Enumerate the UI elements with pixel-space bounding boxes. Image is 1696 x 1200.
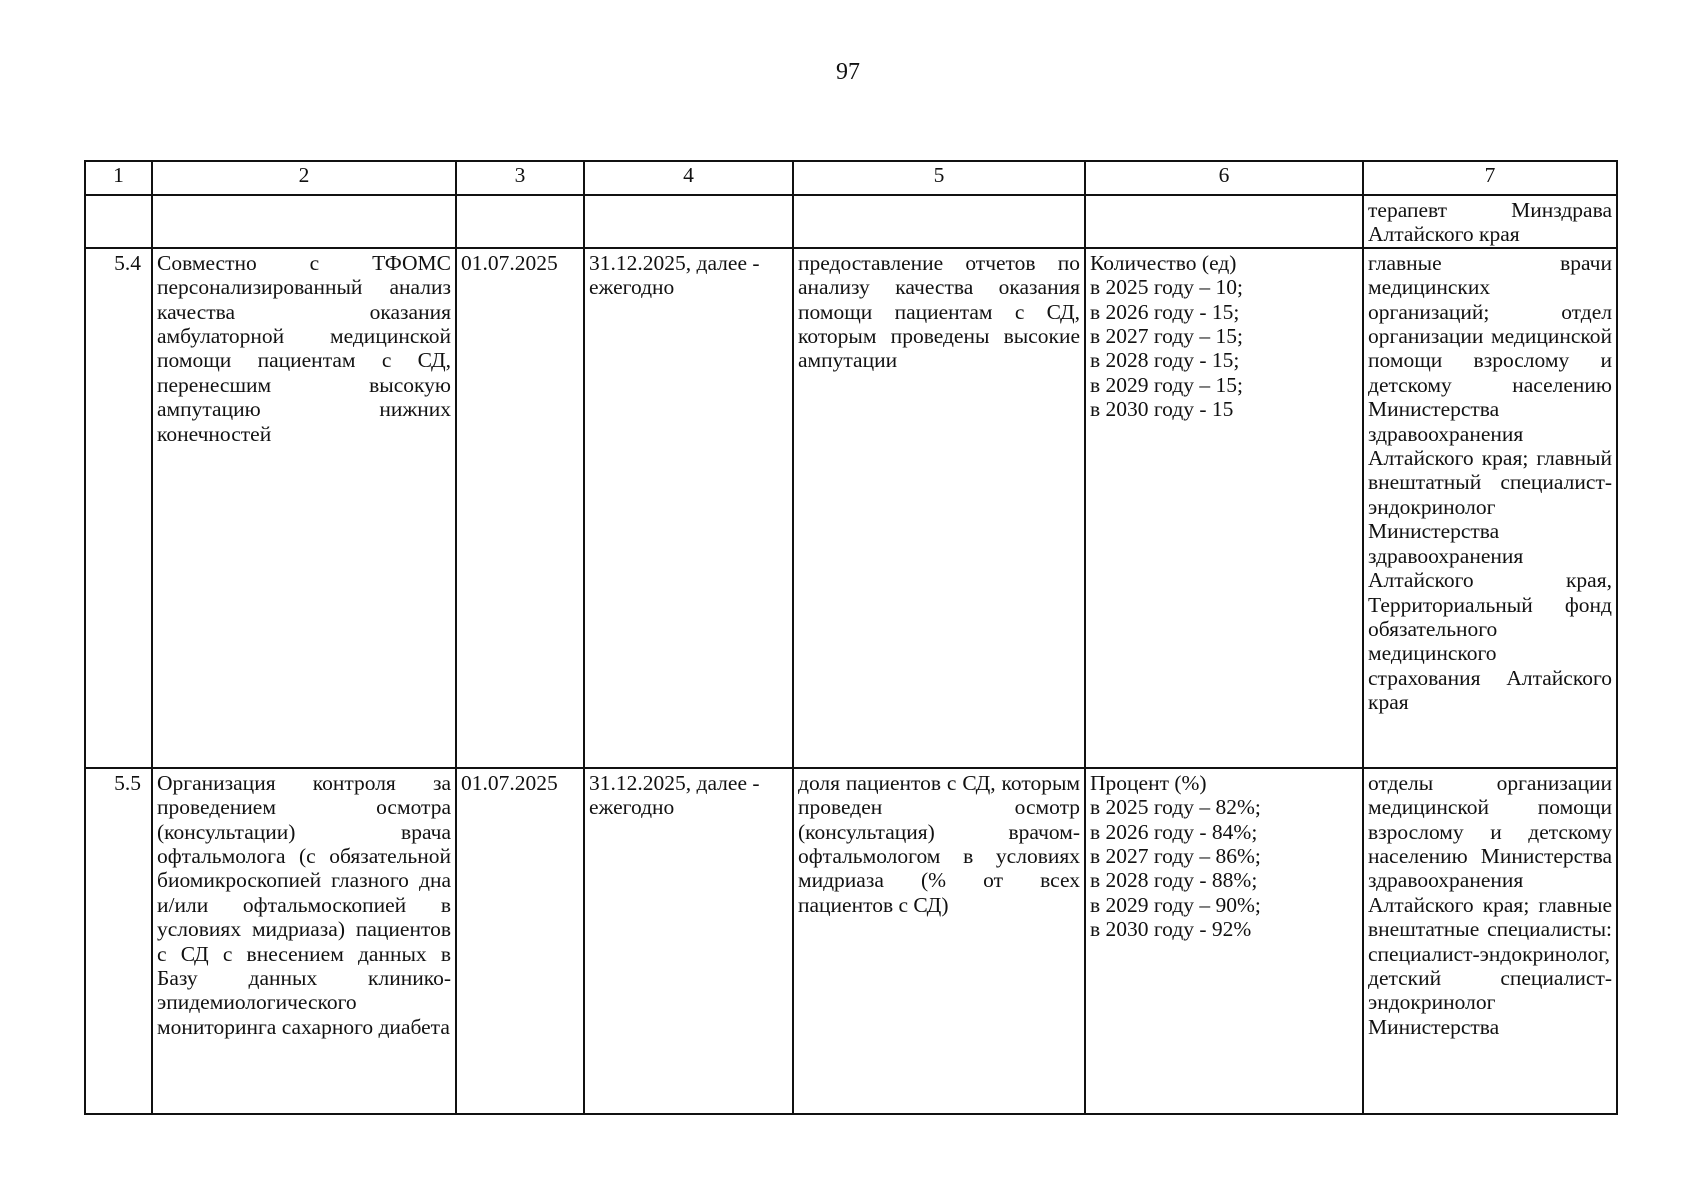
responsible-cell: отделы организации медицинской помощи взрослому и детскому населению Министерства здравоохранения Алтайского края; главные внештатные специалисты: специалист-эндокринолог, детский специалист-эндокринолог Министерства <box>1363 768 1617 1114</box>
row-number: 5.4 <box>85 248 152 768</box>
continuation-row <box>85 195 1617 248</box>
column-header: 6 <box>1085 161 1363 195</box>
row-number: 5.5 <box>85 768 152 1114</box>
value-line: в 2027 году – 15; <box>1090 324 1243 349</box>
values-cell <box>1085 248 1363 768</box>
value-line: в 2025 году – 10; <box>1090 275 1243 300</box>
column-header: 7 <box>1363 161 1617 195</box>
value-line: в 2028 году - 15; <box>1090 348 1240 373</box>
end-date-cell: 31.12.2025, далее - ежегодно <box>584 248 793 768</box>
value-line: в 2028 году - 88%; <box>1090 868 1258 893</box>
value-line: в 2030 году - 92% <box>1090 917 1252 942</box>
start-date-cell: 01.07.2025 <box>456 248 584 768</box>
column-header: 1 <box>85 161 152 195</box>
responsible-cell: главные врачи медицинских организаций; отдел организации медицинской помощи взрослому и детскому населению Министерства здравоохранения Алтайского края; главный внештатный специалист-эндокринолог Министерства здравоохранения Алтайского края, Территориальный фонд обязательного медицинского страхования Алтайского края <box>1363 248 1617 768</box>
indicator-cell: доля пациентов с СД, которым проведен осмотр (консультация) врачом-офтальмологом в условиях мидриаза (% от всех пациентов с СД) <box>793 768 1085 1114</box>
value-line: в 2029 году – 15; <box>1090 372 1243 397</box>
value-line: в 2026 году - 84%; <box>1090 819 1258 844</box>
page-number: 97 <box>836 59 860 85</box>
values-title: Процент (%) <box>1090 770 1207 795</box>
value-line: в 2025 году – 82%; <box>1090 795 1261 820</box>
responsible-cell: терапевт Минздрава Алтайского края <box>1363 195 1617 248</box>
values-cell <box>1085 768 1363 1114</box>
document-table <box>84 160 1618 1115</box>
indicator-cell: предоставление отчетов по анализу качества оказания помощи пациентам с СД, которым проведены высокие ампутации <box>793 248 1085 768</box>
column-header: 4 <box>584 161 793 195</box>
activity-cell: Организация контроля за проведением осмотра (консультации) врача офтальмолога (с обязательной биомикроскопией глазного дна и/или офтальмоскопией в условиях мидриаза) пациентов с СД с внесением данных в Базу данных клинико-эпидемиологического мониторинга сахарного диабета <box>152 768 456 1114</box>
value-line: в 2027 году – 86%; <box>1090 844 1261 869</box>
value-line: в 2030 году - 15 <box>1090 397 1234 422</box>
table-row <box>85 768 1617 1114</box>
values-title: Количество (ед) <box>1090 250 1237 275</box>
value-line: в 2029 году – 90%; <box>1090 892 1261 917</box>
activity-cell: Совместно с ТФОМС персонализированный анализ качества оказания амбулаторной медицинской помощи пациентам с СД, перенесшим высокую ампутацию нижних конечностей <box>152 248 456 768</box>
header-row <box>85 161 1617 195</box>
column-header: 2 <box>152 161 456 195</box>
start-date-cell: 01.07.2025 <box>456 768 584 1114</box>
value-line: в 2026 году - 15; <box>1090 299 1240 324</box>
end-date-cell: 31.12.2025, далее - ежегодно <box>584 768 793 1114</box>
column-header: 3 <box>456 161 584 195</box>
column-header: 5 <box>793 161 1085 195</box>
table-row <box>85 248 1617 768</box>
